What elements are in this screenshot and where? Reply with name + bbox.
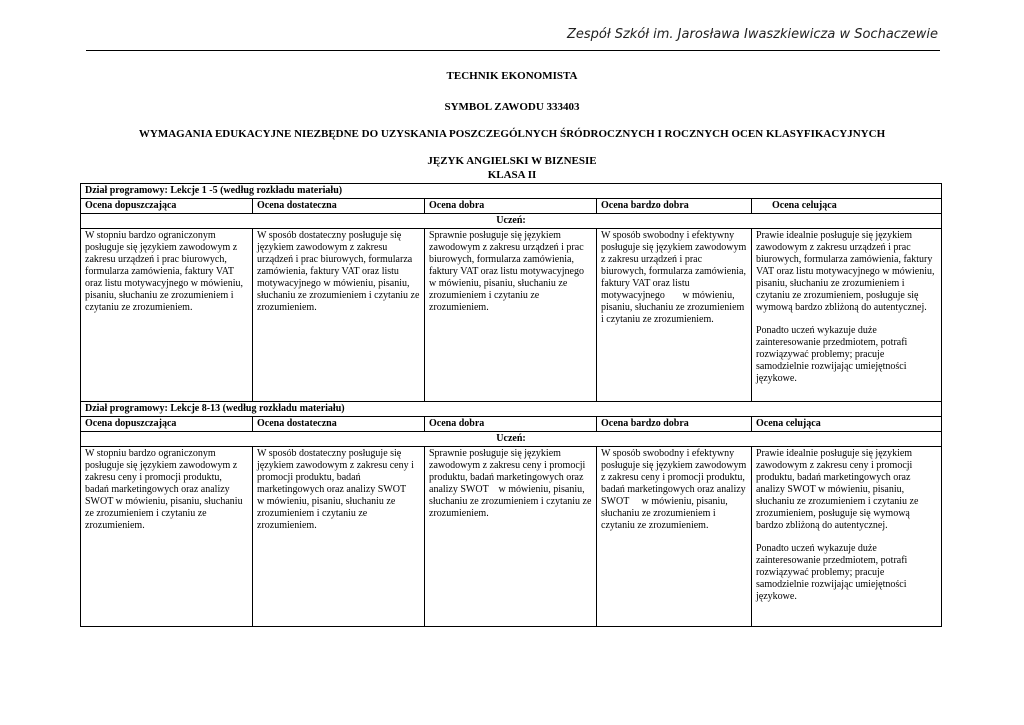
school-header: Zespół Szkół im. Jarosława Iwaszkiewicza w Sochaczewie <box>566 27 938 42</box>
grade-header: Ocena celująca <box>752 199 942 214</box>
profession-title: TECHNIK EKONOMISTA <box>446 70 578 82</box>
requirements-table <box>80 183 942 627</box>
requirement-cell: W sposób dostateczny posługuje się językiem zawodowym z zakresu urządzeń i prac biurowych, formularza zamówienia, faktury VAT oraz listu motywacyjnego w mówieniu, pisaniu, słuchaniu ze zrozumieniem i czytaniu ze zrozumieniem. <box>253 229 425 402</box>
requirement-cell <box>752 447 942 627</box>
requirement-cell: W sposób swobodny i efektywny posługuje się językiem zawodowym z zakresu urządzeń i prac biurowych, formularza zamówienia, faktury VAT oraz listu motywacyjnego w mówieniu, pisaniu, słuchaniu ze zrozumieniem i czytaniu ze zrozumieniem. <box>597 229 752 402</box>
requirement-text: Prawie idealnie posługuje się językiem zawodowym z zakresu ceny i promocji produktu, badań marketingowych oraz analizy SWOT w mówieniu, pisaniu, słuchaniu ze zrozumieniem i czytaniu ze zrozumieniem, posługuje się wymową bardzo zbliżoną do autentycznej. <box>756 448 919 531</box>
grade-header: Ocena dopuszczająca <box>81 199 253 214</box>
profession-symbol: SYMBOL ZAWODU 333403 <box>444 101 580 113</box>
requirements-row <box>81 447 942 627</box>
section-title: Dział programowy: Lekcje 1 -5 (według rozkładu materiału) <box>81 184 942 199</box>
grade-header: Ocena dobra <box>425 199 597 214</box>
section-row <box>81 184 942 199</box>
requirement-cell: W stopniu bardzo ograniczonym posługuje się językiem zawodowym z zakresu ceny i promocji produktu, badań marketingowych oraz analizy SWOT w mówieniu, pisaniu, słuchaniu ze zrozumieniem i czytaniu ze zrozumieniem. <box>81 447 253 627</box>
requirement-cell: Sprawnie posługuje się językiem zawodowym z zakresu ceny i promocji produktu, badań marketingowych oraz analizy SWOT w mówieniu, pisaniu, słuchaniu ze zrozumieniem i czytaniu ze zrozumieniem. <box>425 447 597 627</box>
student-label: Uczeń: <box>81 214 942 229</box>
requirement-cell: W sposób dostateczny posługuje się językiem zawodowym z zakresu ceny i promocji produktu, badań marketingowych oraz analizy SWOT w mówieniu, pisaniu, słuchaniu ze zrozumieniem i czytaniu ze zrozumieniem. <box>253 447 425 627</box>
subject-title: JĘZYK ANGIELSKI W BIZNESIE <box>427 155 597 167</box>
grade-header-row <box>81 199 942 214</box>
class-title: KLASA II <box>487 169 537 181</box>
requirement-cell: W stopniu bardzo ograniczonym posługuje się językiem zawodowym z zakresu urządzeń i prac biurowych, formularza zamówienia, faktury VAT oraz listu motywacyjnego w mówieniu, pisaniu, słuchaniu ze zrozumieniem i czytaniu ze zrozumieniem. <box>81 229 253 402</box>
grade-header-row <box>81 417 942 432</box>
student-row <box>81 432 942 447</box>
section-row <box>81 402 942 417</box>
grade-header: Ocena dobra <box>425 417 597 432</box>
student-row <box>81 214 942 229</box>
student-label: Uczeń: <box>81 432 942 447</box>
extra-note: Ponadto uczeń wykazuje duże zainteresowanie przedmiotem, potrafi rozwiązywać problemy; pracuje samodzielnie rozwijając umiejętności językowe. <box>756 325 908 384</box>
section-title: Dział programowy: Lekcje 8-13 (według rozkładu materiału) <box>81 402 942 417</box>
extra-note: Ponadto uczeń wykazuje duże zainteresowanie przedmiotem, potrafi rozwiązywać problemy; pracuje samodzielnie rozwijając umiejętności językowe. <box>756 543 908 602</box>
grade-header: Ocena celująca <box>752 417 942 432</box>
grade-header: Ocena dostateczna <box>253 417 425 432</box>
requirement-cell: Sprawnie posługuje się językiem zawodowym z zakresu urządzeń i prac biurowych, formularza zamówienia, faktury VAT oraz listu motywacyjnego w mówieniu, pisaniu, słuchaniu ze zrozumieniem i czytaniu ze zrozumieniem. <box>425 229 597 402</box>
grade-header: Ocena dostateczna <box>253 199 425 214</box>
grade-header: Ocena bardzo dobra <box>597 199 752 214</box>
grade-header: Ocena bardzo dobra <box>597 417 752 432</box>
grade-header: Ocena dopuszczająca <box>81 417 253 432</box>
header-divider <box>86 50 940 51</box>
requirement-text: Prawie idealnie posługuje się językiem zawodowym z zakresu urządzeń i prac biurowych, formularza zamówienia, faktury VAT oraz listu motywacyjnego w mówieniu, pisaniu, słuchaniu ze zrozumieniem i czytaniu ze zrozumieniem, posługuje się wymową bardzo zbliżoną do autentycznej. <box>756 230 935 313</box>
requirement-cell: W sposób swobodny i efektywny posługuje się językiem zawodowym z zakresu ceny i promocji produktu, badań marketingowych oraz analizy SWOT w mówieniu, pisaniu, słuchaniu ze zrozumieniem i czytaniu ze zrozumieniem. <box>597 447 752 627</box>
requirements-title: WYMAGANIA EDUKACYJNE NIEZBĘDNE DO UZYSKANIA POSZCZEGÓLNYCH ŚRÓDROCZNYCH I ROCZNYCH OCEN KLASYFIKACYJNYCH <box>138 128 886 140</box>
requirements-row <box>81 229 942 402</box>
requirement-cell <box>752 229 942 402</box>
